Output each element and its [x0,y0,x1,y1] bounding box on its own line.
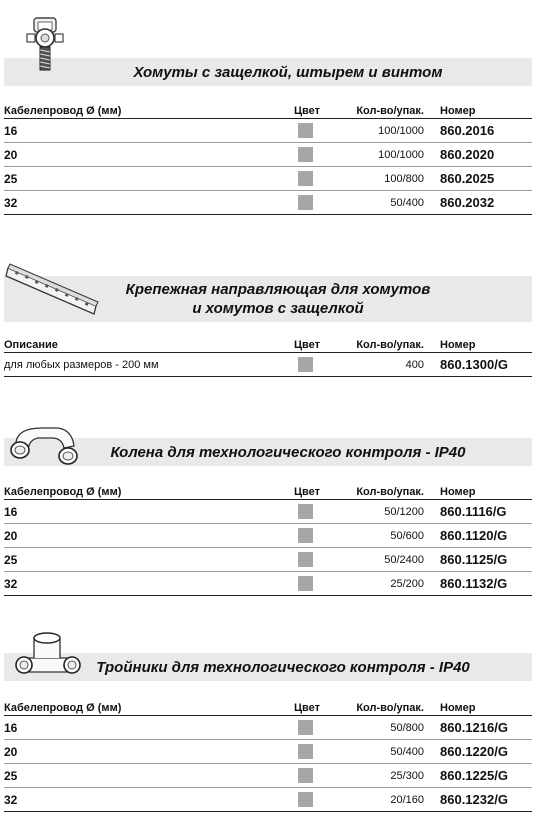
color-swatch [298,552,313,567]
product-table [4,99,532,215]
cell-size: 32 [4,788,294,812]
table-row [4,548,532,572]
cell-code: 860.2016 [432,119,532,143]
cell-qty: 100/1000 [332,119,432,143]
table-row [4,167,532,191]
color-swatch [298,720,313,735]
section-title: Колена для технологического контроля - IP40 [110,444,466,461]
cell-size: 25 [4,764,294,788]
header-code: Номер [432,696,532,716]
cell-code: 860.2020 [432,143,532,167]
cell-qty: 25/300 [332,764,432,788]
cell-qty: 50/1200 [332,500,432,524]
color-swatch [298,576,313,591]
cell-size: 25 [4,167,294,191]
header-qty: Кол-во/упак. [332,696,432,716]
cell-code: 860.1125/G [432,548,532,572]
table-row [4,191,532,215]
header-code: Номер [432,333,532,353]
cell-code: 860.2025 [432,167,532,191]
table-row [4,788,532,812]
cell-qty: 50/800 [332,716,432,740]
product-table [4,696,532,812]
section-banner [4,58,532,86]
section-banner [4,438,532,466]
header-color: Цвет [294,480,332,500]
header-color: Цвет [294,696,332,716]
cell-code: 860.1216/G [432,716,532,740]
cell-color [294,788,332,812]
cell-qty: 100/1000 [332,143,432,167]
cell-code: 860.1300/G [432,353,532,377]
cell-qty: 50/600 [332,524,432,548]
cell-color [294,764,332,788]
section-title: Хомуты с защелкой, штырем и винтом [133,64,443,81]
cell-code: 860.2032 [432,191,532,215]
cell-size: 25 [4,548,294,572]
cell-size: 20 [4,740,294,764]
header-diameter: Кабелепровод Ø (мм) [4,480,294,500]
cell-color [294,716,332,740]
color-swatch [298,768,313,783]
table-header [4,333,532,353]
table-row [4,740,532,764]
cell-size: 16 [4,500,294,524]
cell-qty: 50/2400 [332,548,432,572]
cell-code: 860.1232/G [432,788,532,812]
table-row [4,716,532,740]
cell-size: 20 [4,143,294,167]
cell-color [294,353,332,377]
cell-qty: 100/800 [332,167,432,191]
cell-size: 32 [4,191,294,215]
cell-size: 16 [4,119,294,143]
elbow-fitting-icon [6,420,82,468]
cell-color [294,740,332,764]
cell-code: 860.1120/G [432,524,532,548]
header-color: Цвет [294,333,332,353]
header-qty: Кол-во/упак. [332,99,432,119]
table-row [4,572,532,596]
cell-color [294,191,332,215]
clamp-with-screw-icon [18,14,74,72]
cell-color [294,524,332,548]
cell-color [294,119,332,143]
table-header [4,480,532,500]
cell-color [294,548,332,572]
cell-size: 16 [4,716,294,740]
table-row [4,119,532,143]
cell-qty: 400 [332,353,432,377]
header-diameter: Кабелепровод Ø (мм) [4,99,294,119]
color-swatch [298,171,313,186]
table-row [4,764,532,788]
cell-size: 32 [4,572,294,596]
cell-code: 860.1225/G [432,764,532,788]
product-table [4,333,532,377]
section-title: Тройники для технологического контроля - IP40 [96,659,470,676]
section-title: Крепежная направляющая для хомутов и хомутов с защелкой [125,281,431,317]
cell-size: 20 [4,524,294,548]
color-swatch [298,504,313,519]
color-swatch [298,744,313,759]
cell-code: 860.1116/G [432,500,532,524]
product-table [4,480,532,596]
cell-color [294,143,332,167]
table-row [4,500,532,524]
header-description: Описание [4,333,294,353]
table-row [4,143,532,167]
color-swatch [298,528,313,543]
mounting-rail-icon [4,262,100,322]
cell-qty: 20/160 [332,788,432,812]
color-swatch [298,195,313,210]
header-code: Номер [432,99,532,119]
cell-color [294,167,332,191]
header-qty: Кол-во/упак. [332,480,432,500]
cell-qty: 25/200 [332,572,432,596]
header-color: Цвет [294,99,332,119]
cell-qty: 50/400 [332,740,432,764]
cell-code: 860.1220/G [432,740,532,764]
table-header [4,696,532,716]
color-swatch [298,147,313,162]
header-code: Номер [432,480,532,500]
table-row [4,524,532,548]
table-header [4,99,532,119]
cell-color [294,572,332,596]
color-swatch [298,357,313,372]
cell-qty: 50/400 [332,191,432,215]
color-swatch [298,792,313,807]
header-qty: Кол-во/упак. [332,333,432,353]
cell-code: 860.1132/G [432,572,532,596]
cell-description: для любых размеров - 200 мм [4,353,294,377]
header-diameter: Кабелепровод Ø (мм) [4,696,294,716]
table-row [4,353,532,377]
color-swatch [298,123,313,138]
tee-fitting-icon [10,628,88,682]
cell-color [294,500,332,524]
